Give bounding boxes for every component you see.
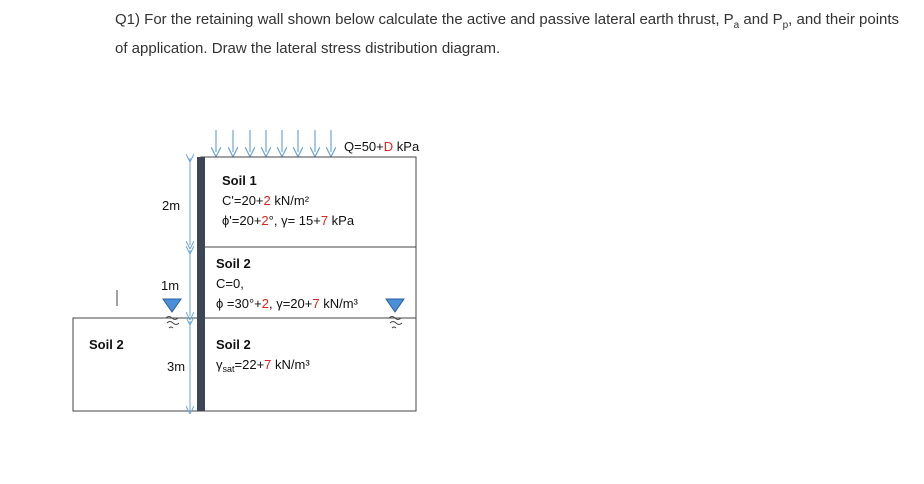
soil2-upper-cohesion: C=0,	[216, 276, 244, 291]
question-text: Q1) For the retaining wall shown below calculate the active and passive lateral earth thrust, $P_a$ and $P_p$, and their points of application. Draw the lateral stress distribution diagram.	[115, 11, 900, 57]
surcharge-label: Q=50+D kPa	[344, 139, 420, 154]
soil1-title: Soil 1	[222, 173, 257, 188]
dimension-bottom: 3m	[167, 359, 186, 374]
dimension-middle: 1m	[161, 278, 180, 293]
soil2-lower-title: Soil 2	[216, 337, 251, 352]
water-table-icon	[163, 299, 181, 328]
water-table-icon-right	[386, 299, 404, 328]
soil2-lower-gamma: $\gamma_{sat}=22+7$ kN/m³	[216, 357, 310, 374]
soil1-friction: ϕ'=20+2°, γ= 15+7 kPa	[222, 213, 355, 228]
retaining-wall	[197, 157, 205, 411]
soil2-upper-title: Soil 2	[216, 256, 251, 271]
surcharge-arrows	[216, 130, 331, 152]
soil2-upper-friction: ϕ =30°+2, γ=20+7 kN/m³	[216, 296, 358, 311]
dimension-top: 2m	[162, 198, 181, 213]
soil1-cohesion: C'=20+2 kN/m²	[222, 193, 310, 208]
passive-soil-title: Soil 2	[89, 337, 124, 352]
